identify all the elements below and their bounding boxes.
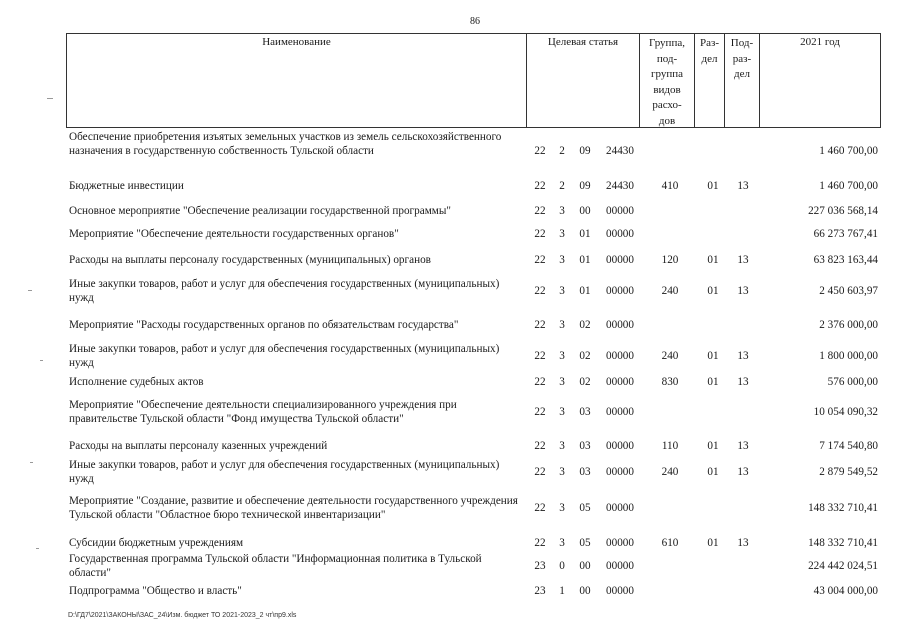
table-row (0, 179, 905, 193)
row-name: Иные закупки товаров, работ и услуг для обеспечения государственных (муниципальных) нужд (69, 278, 500, 304)
target-code-event: 00 (579, 585, 591, 597)
target-code-subprogram: 0 (559, 560, 565, 572)
target-code-subprogram: 3 (559, 502, 565, 514)
target-code-program: 23 (534, 585, 546, 597)
scan-mark (40, 360, 43, 361)
table-row (0, 494, 905, 522)
subsection: 13 (737, 350, 749, 362)
target-code-direction: 00000 (606, 228, 634, 240)
target-code-direction: 00000 (606, 319, 634, 331)
row-amount: 2 376 000,00 (819, 319, 878, 331)
target-code-direction: 24430 (606, 180, 634, 192)
header-section: Раз- дел (695, 34, 725, 127)
table-row (0, 398, 905, 426)
subsection: 13 (737, 285, 749, 297)
row-name: Подпрограмма "Общество и власть" (69, 585, 242, 597)
row-amount: 63 823 163,44 (813, 254, 878, 266)
target-code-subprogram: 3 (559, 466, 565, 478)
target-code-subprogram: 3 (559, 350, 565, 362)
target-code-program: 22 (534, 285, 546, 297)
file-path-footer: D:\ГД7\2021\ЗАКОНЫ\ЗАС_24\Изм. бюджет ТО 2021-2023_2 чт\пр9.xls (68, 612, 297, 619)
target-code-event: 09 (579, 145, 591, 157)
section: 01 (707, 376, 719, 388)
row-amount: 1 460 700,00 (819, 180, 878, 192)
row-name: Бюджетные инвестиции (69, 180, 184, 192)
header-name: Наименование (67, 34, 527, 127)
expense-group: 240 (661, 466, 679, 478)
row-amount: 1 460 700,00 (819, 145, 878, 157)
target-code-direction: 00000 (606, 254, 634, 266)
header-year: 2021 год (800, 36, 840, 48)
expense-group: 240 (661, 350, 679, 362)
section: 01 (707, 537, 719, 549)
target-code-event: 01 (579, 228, 591, 240)
target-code-program: 22 (534, 537, 546, 549)
table-row (0, 130, 905, 172)
target-code-direction: 24430 (606, 145, 634, 157)
row-name: Государственная программа Тульской области "Информационная политика в Тульской области" (69, 553, 482, 579)
page-number: 86 (470, 16, 480, 27)
row-name: Иные закупки товаров, работ и услуг для обеспечения государственных (муниципальных) нужд (69, 459, 500, 485)
target-code-event: 00 (579, 205, 591, 217)
subsection: 13 (737, 180, 749, 192)
expense-group: 410 (661, 180, 679, 192)
subsection: 13 (737, 254, 749, 266)
target-code-program: 22 (534, 502, 546, 514)
target-code-program: 22 (534, 228, 546, 240)
row-amount: 2 450 603,97 (819, 285, 878, 297)
row-name: Исполнение судебных актов (69, 376, 204, 388)
table-row (0, 536, 905, 550)
table-row (0, 342, 905, 370)
target-code-program: 22 (534, 466, 546, 478)
expense-group: 110 (661, 440, 679, 452)
target-code-program: 22 (534, 205, 546, 217)
row-name: Основное мероприятие "Обеспечение реализации государственной программы" (69, 205, 451, 217)
row-name: Мероприятие "Обеспечение деятельности государственных органов" (69, 228, 399, 240)
section: 01 (707, 350, 719, 362)
target-code-event: 03 (579, 406, 591, 418)
scan-mark (28, 290, 32, 291)
section: 01 (707, 285, 719, 297)
table-row (0, 375, 905, 389)
target-code-event: 00 (579, 560, 591, 572)
target-code-program: 22 (534, 319, 546, 331)
row-amount: 7 174 540,80 (819, 440, 878, 452)
target-code-program: 22 (534, 145, 546, 157)
target-code-direction: 00000 (606, 376, 634, 388)
expense-group: 830 (661, 376, 679, 388)
target-code-event: 05 (579, 537, 591, 549)
row-amount: 148 332 710,41 (808, 502, 878, 514)
target-code-event: 02 (579, 350, 591, 362)
target-code-subprogram: 3 (559, 537, 565, 549)
scan-mark (36, 548, 39, 549)
table-row (0, 227, 905, 241)
row-amount: 576 000,00 (827, 376, 878, 388)
table-header (66, 33, 881, 128)
row-amount: 224 442 024,51 (808, 560, 878, 572)
row-name: Расходы на выплаты персоналу государственных (муниципальных) органов (69, 254, 431, 266)
subsection: 13 (737, 537, 749, 549)
target-code-event: 01 (579, 285, 591, 297)
target-code-subprogram: 3 (559, 376, 565, 388)
row-name: Обеспечение приобретения изъятых земельных участков из земель сельскохозяйственного назначения в государственную собственность Тульской области (69, 131, 502, 157)
target-code-direction: 00000 (606, 205, 634, 217)
target-code-program: 22 (534, 440, 546, 452)
row-amount: 148 332 710,41 (808, 537, 878, 549)
target-code-program: 23 (534, 560, 546, 572)
scan-mark (47, 98, 53, 99)
target-code-event: 02 (579, 376, 591, 388)
expense-group: 240 (661, 285, 679, 297)
target-code-subprogram: 3 (559, 285, 565, 297)
target-code-subprogram: 2 (559, 145, 565, 157)
row-name: Субсидии бюджетным учреждениям (69, 537, 244, 549)
target-code-direction: 00000 (606, 285, 634, 297)
target-code-direction: 00000 (606, 502, 634, 514)
table-row (0, 584, 905, 598)
target-code-subprogram: 3 (559, 319, 565, 331)
target-code-event: 05 (579, 502, 591, 514)
header-subsection: Под- раз- дел (725, 34, 760, 127)
row-name: Мероприятие "Создание, развитие и обеспечение деятельности государственного учреждения Тульской области "Областное бюро технической инвентаризации" (69, 495, 518, 521)
target-code-subprogram: 3 (559, 205, 565, 217)
table-row (0, 253, 905, 267)
table-row (0, 458, 905, 486)
target-code-subprogram: 3 (559, 228, 565, 240)
subsection: 13 (737, 376, 749, 388)
target-code-direction: 00000 (606, 466, 634, 478)
table-row (0, 277, 905, 305)
scan-mark (30, 462, 33, 463)
section: 01 (707, 440, 719, 452)
target-code-program: 22 (534, 406, 546, 418)
row-amount: 66 273 767,41 (813, 228, 878, 240)
section: 01 (707, 466, 719, 478)
target-code-event: 01 (579, 254, 591, 266)
header-group: Группа, под- группа видов расхо- дов (640, 34, 695, 127)
target-code-subprogram: 3 (559, 254, 565, 266)
row-amount: 10 054 090,32 (813, 406, 878, 418)
target-code-program: 22 (534, 376, 546, 388)
row-name: Мероприятие "Расходы государственных органов по обязательствам государства" (69, 319, 459, 331)
target-code-event: 09 (579, 180, 591, 192)
section: 01 (707, 180, 719, 192)
target-code-direction: 00000 (606, 406, 634, 418)
target-code-event: 03 (579, 466, 591, 478)
target-code-program: 22 (534, 180, 546, 192)
target-code-program: 22 (534, 350, 546, 362)
target-code-direction: 00000 (606, 585, 634, 597)
target-code-direction: 00000 (606, 560, 634, 572)
target-code-direction: 00000 (606, 350, 634, 362)
target-code-program: 22 (534, 254, 546, 266)
row-amount: 1 800 000,00 (819, 350, 878, 362)
target-code-event: 03 (579, 440, 591, 452)
row-amount: 43 004 000,00 (813, 585, 878, 597)
target-code-direction: 00000 (606, 440, 634, 452)
target-code-subprogram: 3 (559, 406, 565, 418)
table-row (0, 204, 905, 218)
row-amount: 2 879 549,52 (819, 466, 878, 478)
row-amount: 227 036 568,14 (808, 205, 878, 217)
subsection: 13 (737, 466, 749, 478)
target-code-subprogram: 2 (559, 180, 565, 192)
table-row (0, 552, 905, 580)
row-name: Расходы на выплаты персоналу казенных учреждений (69, 440, 328, 452)
header-target: Целевая статья (527, 34, 640, 127)
target-code-subprogram: 1 (559, 585, 565, 597)
target-code-direction: 00000 (606, 537, 634, 549)
section: 01 (707, 254, 719, 266)
table-row (0, 439, 905, 453)
expense-group: 610 (661, 537, 679, 549)
target-code-event: 02 (579, 319, 591, 331)
subsection: 13 (737, 440, 749, 452)
table-row (0, 318, 905, 332)
expense-group: 120 (661, 254, 679, 266)
target-code-subprogram: 3 (559, 440, 565, 452)
row-name: Иные закупки товаров, работ и услуг для обеспечения государственных (муниципальных) нужд (69, 343, 500, 369)
row-name: Мероприятие "Обеспечение деятельности специализированного учреждения при правительстве Тульской области "Фонд имущества Тульской области" (69, 399, 457, 425)
